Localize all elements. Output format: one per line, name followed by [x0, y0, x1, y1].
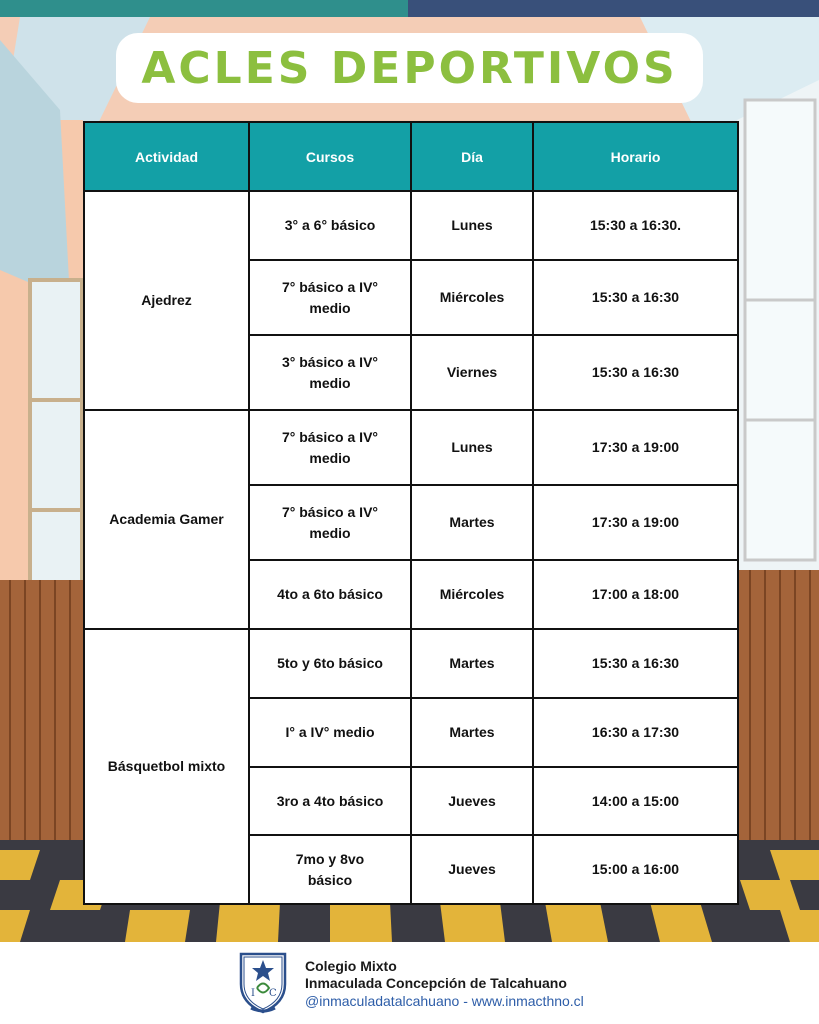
dia-cell: Martes [411, 485, 533, 560]
top-color-band [0, 0, 819, 17]
table-row [84, 629, 738, 698]
dia-cell: Martes [411, 698, 533, 767]
curso-cell: 7mo y 8vo básico [249, 835, 411, 904]
curso-cell: I° a IV° medio [249, 698, 411, 767]
curso-cell: 7° básico a IV° medio [249, 260, 411, 335]
footer-text [305, 958, 584, 1010]
curso-cell: 4to a 6to básico [249, 560, 411, 629]
curso-cell: 3ro a 4to básico [249, 767, 411, 835]
school-crest-icon [233, 948, 293, 1016]
crest-letter-i: I [251, 988, 255, 999]
crest-letter-c: C [269, 988, 277, 999]
horario-cell: 14:00 a 15:00 [533, 767, 738, 835]
header-cursos: Cursos [249, 122, 411, 191]
horario-cell: 15:30 a 16:30 [533, 335, 738, 410]
dia-cell: Jueves [411, 767, 533, 835]
header-actividad: Actividad [84, 122, 249, 191]
header-horario: Horario [533, 122, 738, 191]
dia-cell: Miércoles [411, 260, 533, 335]
school-contact-link[interactable]: @inmaculadatalcahuano - www.inmacthno.cl [305, 993, 584, 1009]
dia-cell: Lunes [411, 410, 533, 485]
horario-cell: 15:00 a 16:00 [533, 835, 738, 904]
dia-cell: Viernes [411, 335, 533, 410]
curso-cell: 5to y 6to básico [249, 629, 411, 698]
school-type: Colegio Mixto [305, 958, 397, 974]
curso-cell: 7° básico a IV° medio [249, 410, 411, 485]
dia-cell: Miércoles [411, 560, 533, 629]
curso-cell: 7° básico a IV° medio [249, 485, 411, 560]
activity-cell: Academia Gamer [84, 410, 249, 629]
table-header-row [84, 122, 738, 191]
schedule-table [83, 121, 739, 905]
horario-cell: 16:30 a 17:30 [533, 698, 738, 767]
curso-cell: 3° básico a IV° medio [249, 335, 411, 410]
activity-cell: Ajedrez [84, 191, 249, 410]
table-row [84, 410, 738, 485]
horario-cell: 17:00 a 18:00 [533, 560, 738, 629]
top-band-teal [0, 0, 408, 17]
table-row [84, 191, 738, 260]
horario-cell: 15:30 a 16:30. [533, 191, 738, 260]
horario-cell: 17:30 a 19:00 [533, 410, 738, 485]
dia-cell: Lunes [411, 191, 533, 260]
title-banner [116, 33, 703, 103]
top-band-navy [408, 0, 819, 17]
horario-cell: 15:30 a 16:30 [533, 629, 738, 698]
page-title: ACLES DEPORTIVOS [141, 42, 678, 94]
header-dia: Día [411, 122, 533, 191]
dia-cell: Jueves [411, 835, 533, 904]
activity-cell: Básquetbol mixto [84, 629, 249, 904]
dia-cell: Martes [411, 629, 533, 698]
school-name: Inmaculada Concepción de Talcahuano [305, 975, 567, 991]
horario-cell: 17:30 a 19:00 [533, 485, 738, 560]
horario-cell: 15:30 a 16:30 [533, 260, 738, 335]
curso-cell: 3° a 6° básico [249, 191, 411, 260]
